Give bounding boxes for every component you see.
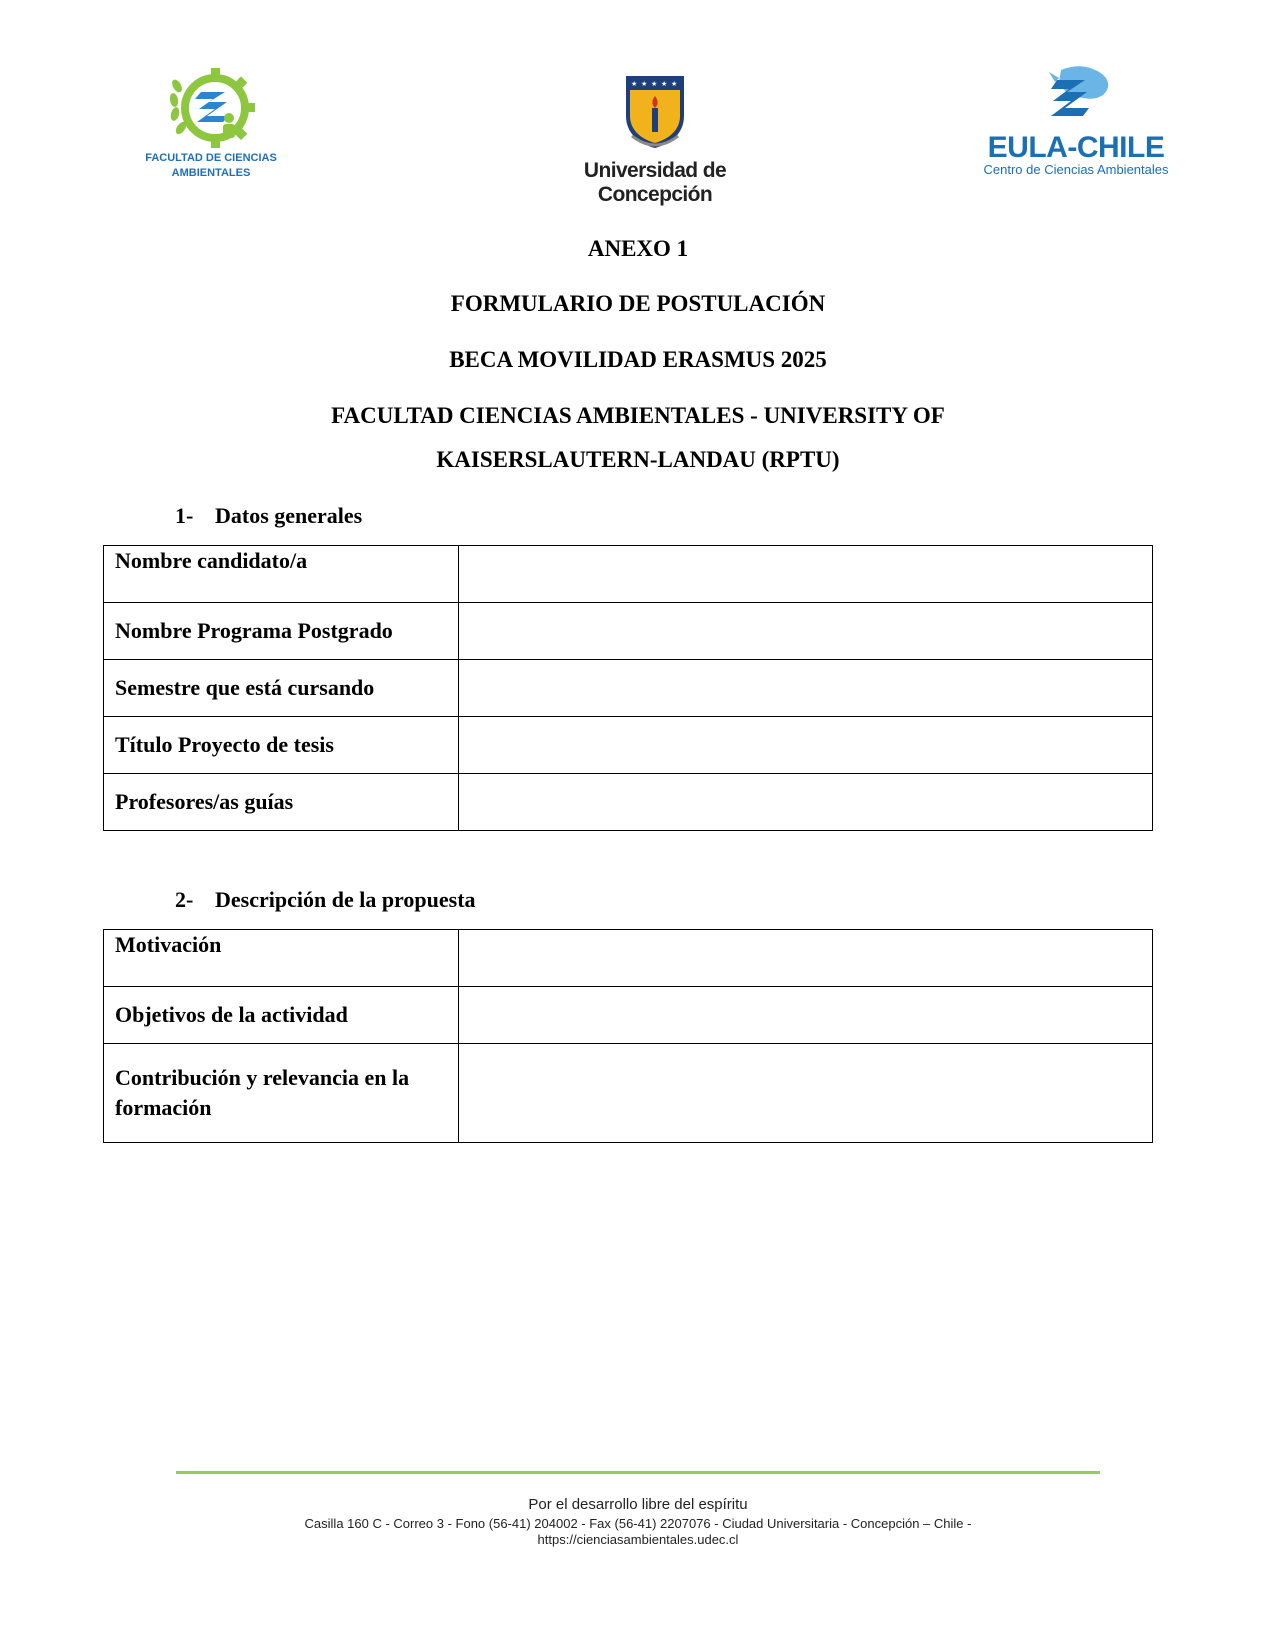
section2-heading (175, 887, 476, 913)
annex-title: ANEXO 1 (587, 236, 689, 261)
svg-text:★: ★ (661, 80, 668, 88)
motivation-field[interactable] (459, 930, 1153, 987)
university-name: Universidad de Concepción (583, 159, 727, 206)
table-row (104, 717, 1153, 774)
table-row (104, 603, 1153, 660)
row-label: Contribución y relevancia en la formación (104, 1044, 459, 1143)
footer-motto: Por el desarrollo libre del espíritu (528, 1496, 748, 1513)
faculty-title-line2: KAISERSLAUTERN-LANDAU (RPTU) (436, 447, 840, 472)
faculty-logo-line2: AMBIENTALES (171, 167, 251, 179)
eula-logo (976, 64, 1176, 184)
footer-url[interactable]: https://cienciasambientales.udec.cl (537, 1532, 739, 1547)
row-label: Título Proyecto de tesis (104, 717, 459, 774)
table-row (104, 930, 1153, 987)
advisors-field[interactable] (459, 774, 1153, 831)
university-shield-icon (622, 74, 688, 150)
eula-name: EULA-CHILE (987, 131, 1165, 164)
candidate-name-field[interactable] (459, 546, 1153, 603)
row-label: Nombre Programa Postgrado (104, 603, 459, 660)
row-label: Nombre candidato/a (104, 546, 459, 603)
svg-text:★: ★ (671, 80, 678, 88)
faculty-title-line1: FACULTAD CIENCIAS AMBIENTALES - UNIVERSITY OF (331, 403, 945, 428)
section1-title: Datos generales (215, 503, 363, 528)
eula-subtitle: Centro de Ciencias Ambientales (983, 162, 1169, 177)
svg-text:★: ★ (651, 80, 658, 88)
general-data-table (103, 545, 1153, 831)
table-row (104, 774, 1153, 831)
row-label: Motivación (104, 930, 459, 987)
objectives-field[interactable] (459, 987, 1153, 1044)
table-row (104, 1044, 1153, 1143)
eula-emblem-icon (1031, 64, 1121, 128)
table-row (104, 987, 1153, 1044)
svg-text:★: ★ (641, 80, 648, 88)
section1-number: 1- (175, 503, 194, 528)
faculty-logo-line1: FACULTAD DE CIENCIAS (145, 152, 277, 164)
scholarship-title: BECA MOVILIDAD ERASMUS 2025 (449, 347, 827, 372)
faculty-gear-emblem-icon (163, 66, 259, 150)
table-row (104, 546, 1153, 603)
university-logo (530, 74, 780, 206)
table-row (104, 660, 1153, 717)
footer-address: Casilla 160 C - Correo 3 - Fono (56-41) 204002 - Fax (56-41) 2207076 - Ciudad Universitaria - Concepción – Chile - (304, 1516, 972, 1531)
section2-number: 2- (175, 887, 194, 912)
footer-divider (176, 1471, 1100, 1474)
row-label: Objetivos de la actividad (104, 987, 459, 1044)
program-name-field[interactable] (459, 603, 1153, 660)
faculty-logo (136, 66, 286, 186)
svg-text:★: ★ (631, 80, 638, 88)
form-title: FORMULARIO DE POSTULACIÓN (450, 291, 826, 316)
contribution-field[interactable] (459, 1044, 1153, 1143)
row-label: Semestre que está cursando (104, 660, 459, 717)
semester-field[interactable] (459, 660, 1153, 717)
row-label: Profesores/as guías (104, 774, 459, 831)
section1-heading (175, 503, 362, 529)
proposal-table (103, 929, 1153, 1143)
thesis-title-field[interactable] (459, 717, 1153, 774)
section2-title: Descripción de la propuesta (215, 887, 476, 912)
